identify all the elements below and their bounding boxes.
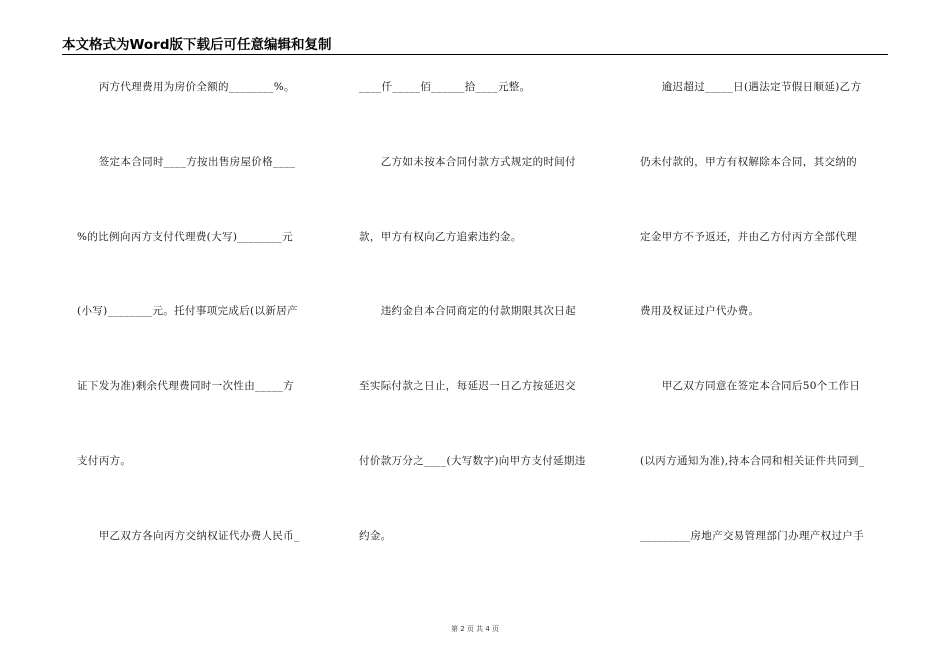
text-line: 至实际付款之日止，每延迟一日乙方按延迟交	[359, 380, 576, 392]
text-line: 付价款万分之____(大写数字)向甲方支付延期违	[359, 455, 586, 467]
text-line: (小写)________元。托付事项完成后(以新居产	[77, 305, 298, 317]
text-line: 违约金自本合同商定的付款期限其次日起	[359, 305, 576, 317]
text-line: (以丙方通知为准),持本合同和相关证件共同到_	[640, 455, 865, 467]
header-divider	[62, 54, 888, 55]
text-line: 支付丙方。	[77, 455, 132, 467]
text-line: _________房地产交易管理部门办理产权过户手	[640, 530, 864, 542]
text-line: 甲乙双方同意在签定本合同后50个工作日	[640, 380, 861, 392]
text-line: 约金。	[359, 530, 392, 542]
text-line: 费用及权证过户代办费。	[640, 305, 760, 317]
document-header-title: 本文格式为Word版下载后可任意编辑和复制	[62, 37, 332, 53]
text-line: 证下发为准)剩余代理费同时一次性由_____方	[77, 380, 294, 392]
text-line: 定金甲方不予返还，并由乙方付丙方全部代理	[640, 231, 857, 243]
text-line: 签定本合同时____方按出售房屋价格____	[77, 156, 296, 168]
page-number-footer: 第 2 页 共 4 页	[450, 625, 500, 633]
text-line: 仍未付款的，甲方有权解除本合同，其交纳的	[640, 156, 857, 168]
text-line: 乙方如未按本合同付款方式规定的时间付	[359, 156, 576, 168]
text-line: 丙方代理费用为房价全额的________%。	[77, 81, 295, 93]
text-line: 款，甲方有权向乙方追索违约金。	[359, 231, 522, 243]
text-line: 甲乙双方各向丙方交纳权证代办费人民币_	[77, 530, 300, 542]
text-line: 逾迟超过_____日(遇法定节假日顺延)乙方	[640, 81, 862, 93]
text-line: ____仟_____佰______拾____元整。	[359, 81, 531, 93]
text-line: %的比例向丙方支付代理费(大写)________元	[77, 231, 293, 243]
